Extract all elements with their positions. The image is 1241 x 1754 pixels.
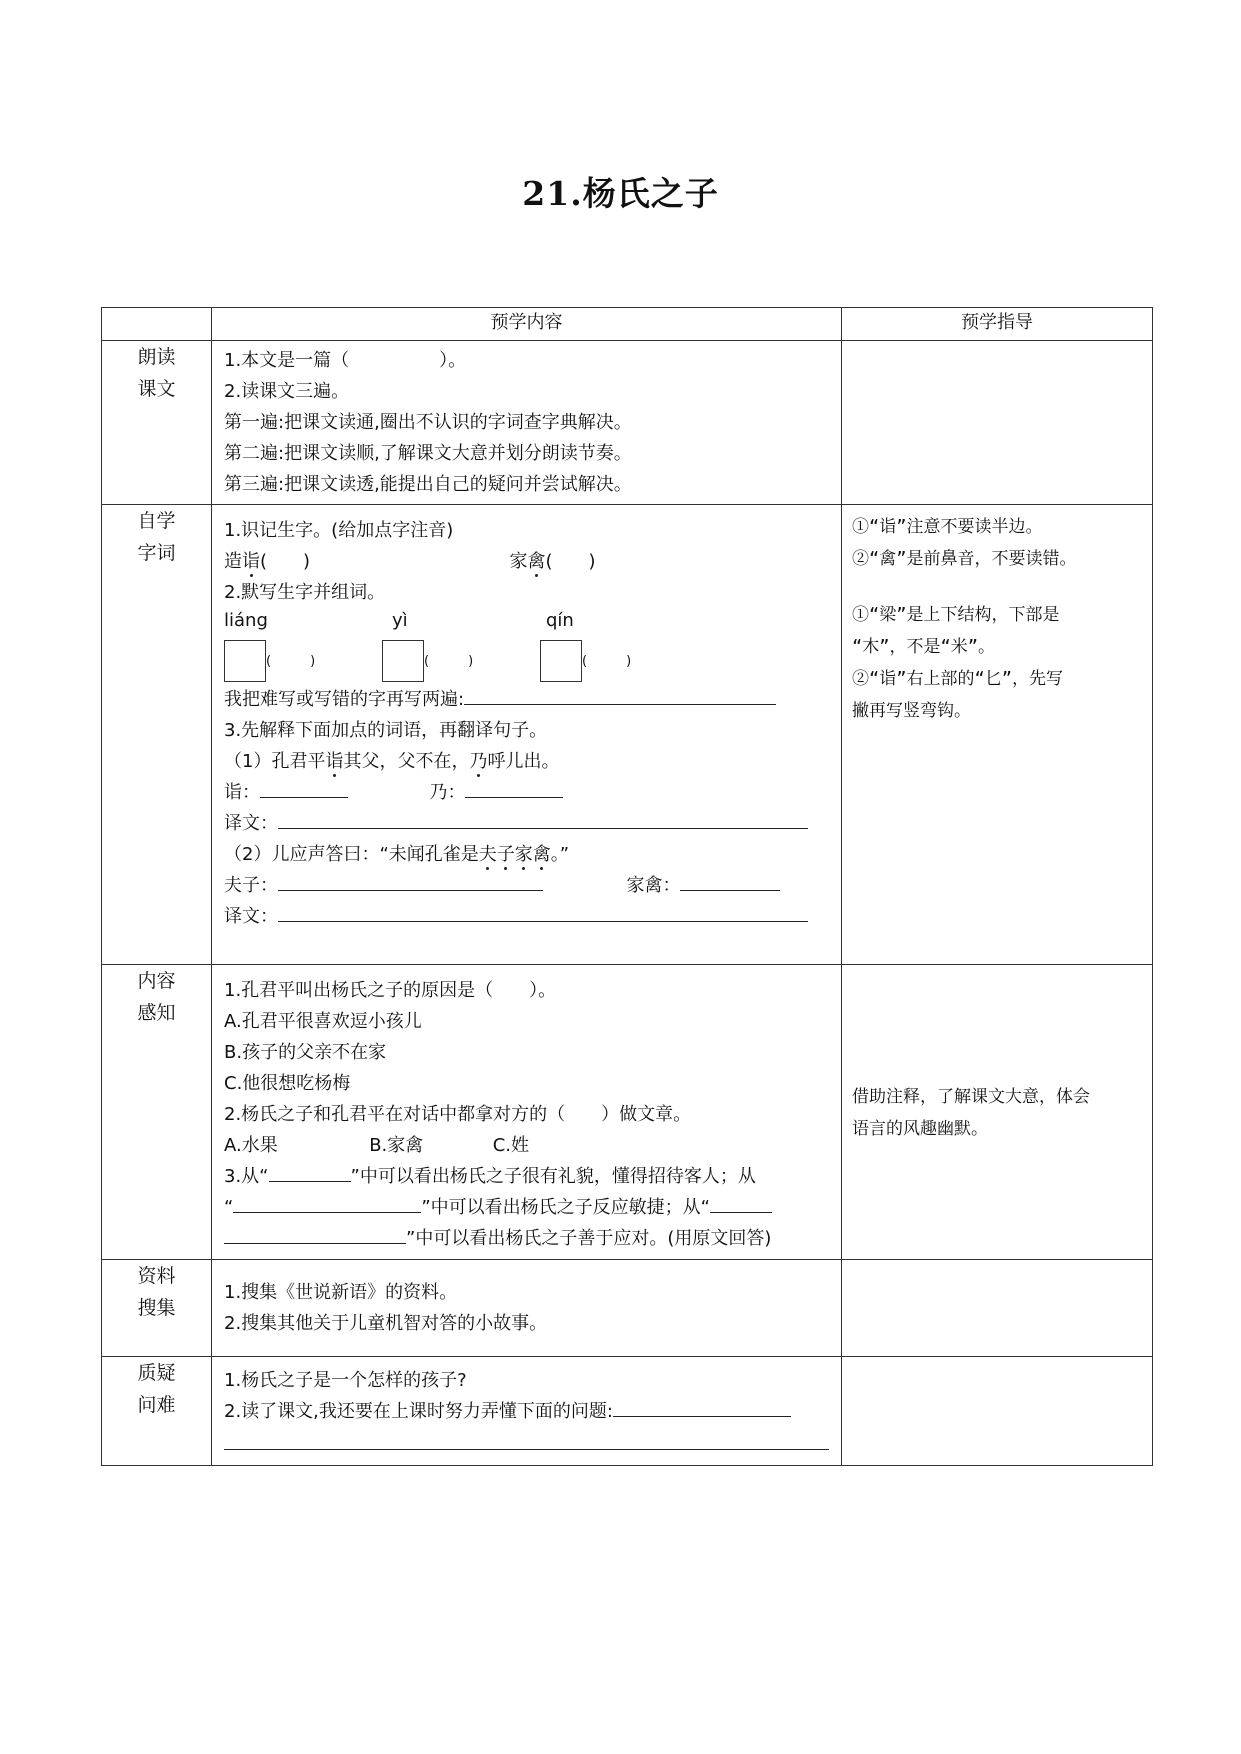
- answer-blank[interactable]: [260, 777, 348, 798]
- header-guide: 预学指导: [842, 308, 1153, 341]
- dotted-char: 诣: [242, 551, 260, 572]
- pinyin-row: [224, 608, 831, 638]
- answer-blank[interactable]: [465, 777, 563, 798]
- translation-row: 译文：: [224, 901, 831, 932]
- answer-blank[interactable]: [278, 808, 808, 829]
- section-guide: [842, 965, 1153, 1260]
- guide-line: 撇再写竖弯钩。: [852, 701, 971, 721]
- content-line: 1.本文是一篇（ ）。: [224, 350, 467, 371]
- word-paren: ( ): [582, 654, 632, 669]
- answer-blank[interactable]: [464, 684, 776, 705]
- answer-blank[interactable]: [278, 870, 543, 891]
- section-vocabulary: [102, 505, 1153, 965]
- answer-blank[interactable]: [710, 1192, 772, 1213]
- guide-line: ②“禽”是前鼻音，不要读错。: [852, 549, 1077, 569]
- section-research: [102, 1260, 1153, 1357]
- answer-blank[interactable]: [278, 901, 808, 922]
- dotted-char: 乃: [469, 751, 488, 772]
- answer-blank[interactable]: [224, 1223, 406, 1244]
- sentence-1: （1）孔君平诣其父，父不在，乃呼儿出。: [224, 751, 560, 772]
- option-c: C.姓: [492, 1135, 530, 1156]
- section-content: [212, 1260, 842, 1357]
- dotted-char: 诣: [325, 751, 344, 772]
- header-content: 预学内容: [212, 308, 842, 341]
- content-line: 2.杨氏之子和孔君平在对话中都拿对方的（ ）做文章。: [224, 1104, 692, 1125]
- dotted-char: 夫: [478, 844, 497, 865]
- dotted-char: 子: [496, 844, 515, 865]
- options-row: [224, 1130, 831, 1161]
- section-label: 朗读 课文: [102, 341, 212, 505]
- question-3-line-2: “ ”中可以看出杨氏之子反应敏捷；从“: [224, 1192, 831, 1223]
- dotted-char: 禽: [527, 551, 546, 572]
- guide-line: ①“诣”注意不要读半边。: [852, 517, 1043, 537]
- answer-blank[interactable]: [233, 1192, 421, 1213]
- answer-blank[interactable]: [269, 1161, 351, 1182]
- dotted-char: 家: [514, 844, 533, 865]
- section-reading: [102, 341, 1153, 505]
- section-label: 内容 感知: [102, 965, 212, 1260]
- pinyin-label: liáng: [224, 610, 268, 631]
- page-title: 21.杨氏之子: [522, 174, 719, 213]
- header-blank-cell: [102, 308, 212, 341]
- section-guide: [842, 1357, 1153, 1466]
- section-questions: [102, 1357, 1153, 1466]
- section-guide: [842, 1260, 1153, 1357]
- content-line: 3.先解释下面加点的词语，再翻译句子。: [224, 720, 548, 741]
- section-guide: [842, 341, 1153, 505]
- guide-line: ②“诣”右上部的“匕”，先写: [852, 669, 1063, 689]
- question-3-line-1: 3.从“ ”中可以看出杨氏之子很有礼貌，懂得招待客人；从: [224, 1161, 831, 1192]
- section-content: [212, 505, 842, 965]
- writing-box[interactable]: [224, 640, 266, 682]
- question-row: 2.读了课文,我还要在上课时努力弄懂下面的问题:: [224, 1396, 831, 1427]
- question-3-line-3: ”中可以看出杨氏之子善于应对。(用原文回答): [224, 1223, 831, 1254]
- word-paren: ( ): [266, 654, 316, 669]
- answer-blank[interactable]: [680, 870, 780, 891]
- preview-table: [101, 307, 1153, 1466]
- writing-box-row: [224, 638, 831, 684]
- answer-blank[interactable]: [613, 1396, 791, 1417]
- word-row: 造诣( ) 家禽( ): [224, 551, 596, 572]
- rewrite-line: 我把难写或写错的字再写两遍:: [224, 684, 831, 715]
- dotted-char: 禽: [532, 844, 551, 865]
- guide-line: 借助注释，了解课文大意，体会: [852, 1087, 1090, 1107]
- section-content: [212, 965, 842, 1260]
- guide-line: “木”，不是“米”。: [852, 637, 995, 657]
- answer-line[interactable]: [224, 1427, 829, 1450]
- writing-box[interactable]: [382, 640, 424, 682]
- content-line: 2.读课文三遍。: [224, 381, 350, 402]
- option-line: A.孔君平很喜欢逗小孩儿: [224, 1011, 422, 1032]
- section-label: 资料 搜集: [102, 1260, 212, 1357]
- section-guide: [842, 505, 1153, 965]
- pinyin-label: yì: [392, 610, 408, 631]
- content-line: 1.杨氏之子是一个怎样的孩子?: [224, 1370, 467, 1391]
- section-label: 自学 字词: [102, 505, 212, 965]
- content-line: 2.搜集其他关于儿童机智对答的小故事。: [224, 1313, 548, 1334]
- content-line: 1.搜集《世说新语》的资料。: [224, 1282, 458, 1303]
- writing-box[interactable]: [540, 640, 582, 682]
- word-paren: ( ): [424, 654, 474, 669]
- translation-row: 译文：: [224, 808, 831, 839]
- guide-line: 语言的风趣幽默。: [852, 1119, 988, 1139]
- pinyin-label: qín: [546, 610, 574, 631]
- table-header-row: [102, 308, 1153, 341]
- content-line: 1.孔君平叫出杨氏之子的原因是（ ）。: [224, 980, 557, 1001]
- section-content: [212, 341, 842, 505]
- section-comprehension: [102, 965, 1153, 1260]
- content-line: 2.默写生字并组词。: [224, 582, 386, 603]
- option-a: A.水果: [224, 1135, 278, 1156]
- content-line: 1.识记生字。(给加点字注音): [224, 520, 454, 541]
- section-content: [212, 1357, 842, 1466]
- guide-line: ①“梁”是上下结构，下部是: [852, 605, 1060, 625]
- content-line: 第二遍:把课文读顺,了解课文大意并划分朗读节奏。: [224, 443, 632, 464]
- option-line: C.他很想吃杨梅: [224, 1073, 351, 1094]
- content-line: 第三遍:把课文读透,能提出自己的疑问并尝试解决。: [224, 474, 632, 495]
- explain-row: 夫子： 家禽：: [224, 870, 831, 901]
- content-line: 第一遍:把课文读通,圈出不认识的字词查字典解决。: [224, 412, 632, 433]
- section-label: 质疑 问难: [102, 1357, 212, 1466]
- explain-row: 诣： 乃：: [224, 777, 831, 808]
- option-line: B.孩子的父亲不在家: [224, 1042, 387, 1063]
- sentence-2: （2）儿应声答曰：“未闻孔雀是夫子家禽。”: [224, 844, 570, 865]
- option-b: B.家禽: [369, 1135, 424, 1156]
